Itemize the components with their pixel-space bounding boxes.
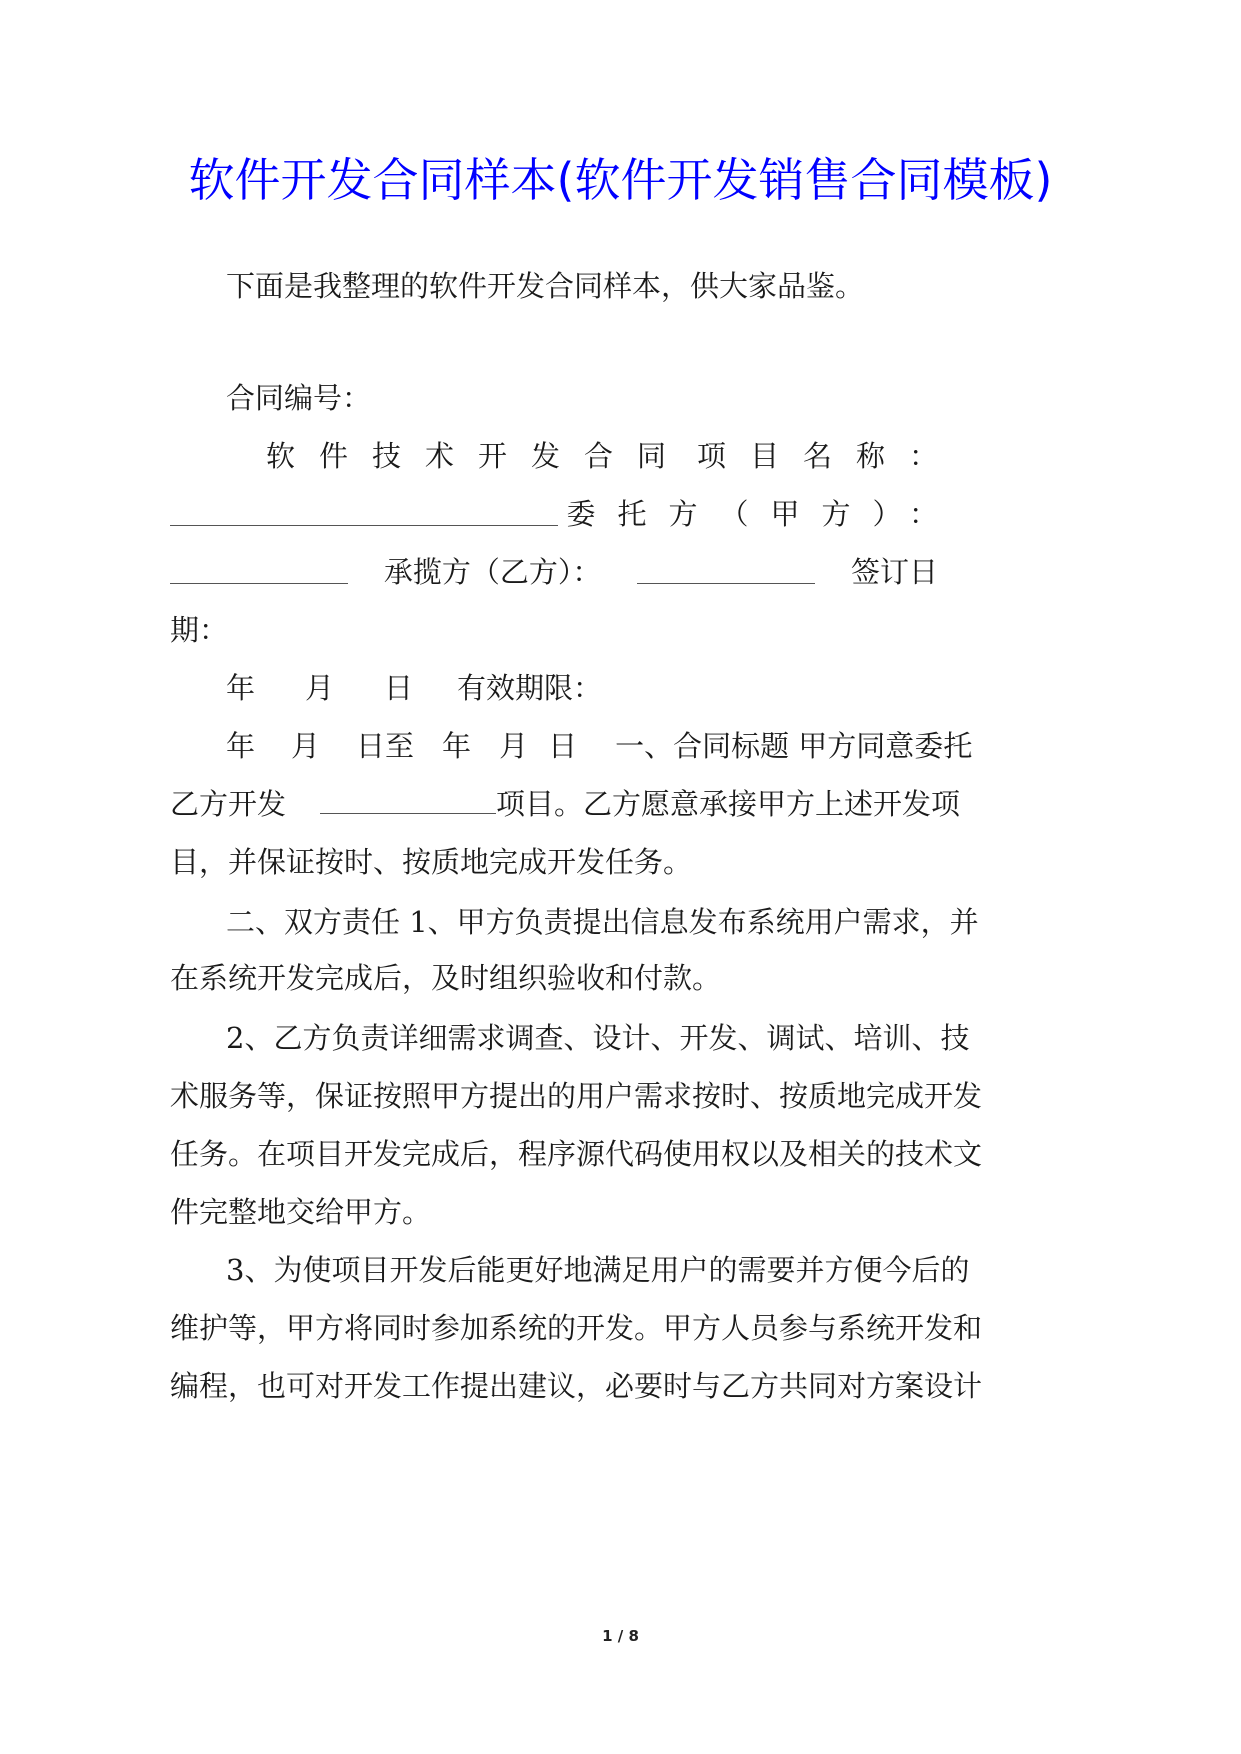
clause2-3-line2: 维护等，甲方将同时参加系统的开发。甲方人员参与系统开发和 — [170, 1311, 983, 1345]
contract-name-row — [266, 436, 962, 476]
validity-label: 有效期限： — [457, 671, 603, 705]
clause2-3-line1: 3、为使项目开发后能更好地满足用户的需要并方便今后的 — [226, 1253, 970, 1287]
clause1-line3: 目，并保证按时、按质地完成开发任务。 — [170, 845, 693, 879]
sign-date-label: 签订日 — [850, 555, 938, 589]
clause1-line2-start: 乙方开发 — [170, 787, 287, 821]
project-title-blank — [320, 809, 496, 814]
sign-date-continuation: 期： — [170, 613, 229, 647]
contract-name: 软件技术开发合同 — [266, 439, 691, 473]
clause2-line1: 二、双方责任 1、甲方负责提出信息发布系统用户需求，并 — [226, 905, 979, 939]
clause2-2-line2: 术服务等，保证按照甲方提出的用户需求按时、按质地完成开发 — [170, 1079, 983, 1113]
page-indicator: 1 / 8 — [602, 1627, 639, 1645]
clause2-2-line4: 件完整地交给甲方。 — [170, 1195, 432, 1229]
validity-date-line — [226, 726, 1086, 766]
clause2-3-line3: 编程，也可对开发工作提出建议，必要时与乙方共同对方案设计 — [170, 1369, 983, 1403]
party-a-row — [170, 494, 960, 534]
sign-day-label: 日 — [384, 671, 414, 705]
validity-day-to: 日至 — [356, 729, 415, 763]
clause1-heading: 一、合同标题 甲方同意委托 — [615, 729, 973, 763]
party-b-blank — [637, 579, 815, 584]
validity-month-1: 月 — [291, 729, 321, 763]
validity-year-1: 年 — [226, 729, 256, 763]
sign-month-label: 月 — [305, 671, 335, 705]
clause1-line2-end: 项目。乙方愿意承接甲方上述开发项 — [496, 787, 961, 821]
party-b-label: 承揽方（乙方）： — [383, 555, 602, 589]
sign-date-line — [226, 668, 1086, 708]
validity-year-2: 年 — [442, 729, 472, 763]
sign-year-label: 年 — [226, 671, 256, 705]
party-a-label: 委托方（甲方）： — [566, 497, 960, 531]
clause2-2-line3: 任务。在项目开发完成后，程序源代码使用权以及相关的技术文 — [170, 1137, 983, 1171]
document-title: 软件开发合同样本(软件开发销售合同模板) — [188, 153, 1053, 207]
validity-month-2: 月 — [499, 729, 529, 763]
project-name-label: 项目名称： — [696, 439, 962, 473]
clause1-line2 — [170, 784, 1030, 824]
validity-day-2: 日 — [548, 729, 578, 763]
party-b-row — [170, 552, 938, 592]
clause2-2-line1: 2、乙方负责详细需求调查、设计、开发、调试、培训、技 — [226, 1021, 970, 1055]
intro-paragraph: 下面是我整理的软件开发合同样本，供大家品鉴。 — [226, 269, 865, 303]
clause2-line2: 在系统开发完成后，及时组织验收和付款。 — [170, 961, 722, 995]
contract-number-label: 合同编号： — [226, 381, 372, 415]
project-name-blank — [170, 521, 558, 526]
party-a-blank — [170, 579, 348, 584]
